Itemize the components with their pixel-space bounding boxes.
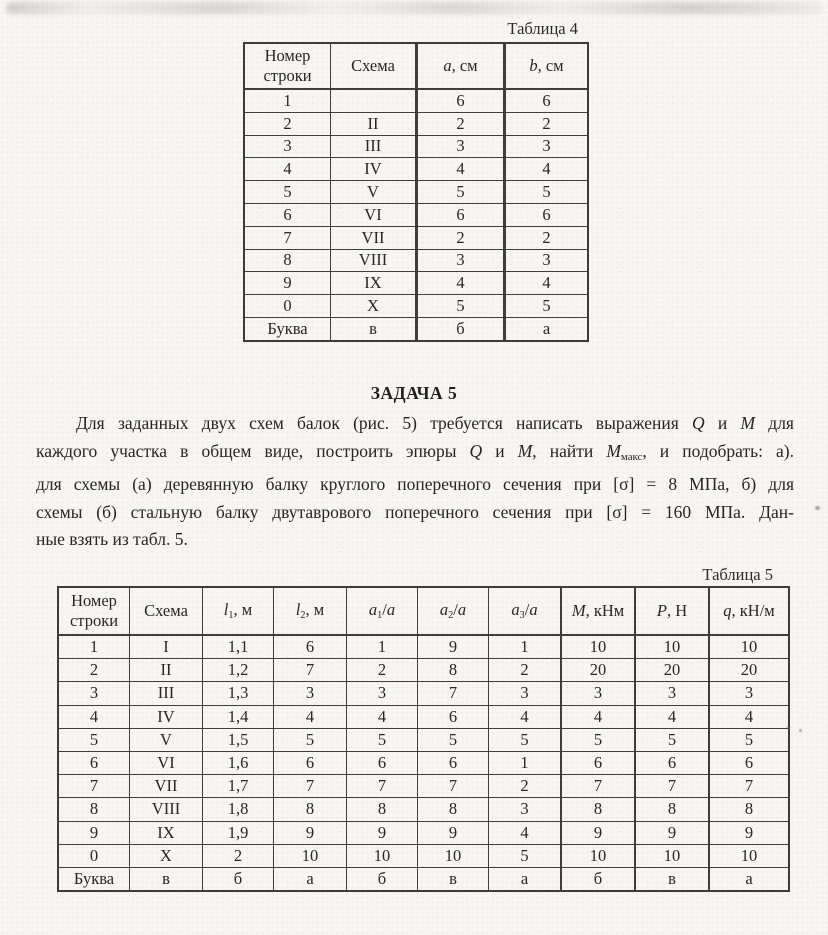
- column-header: [274, 587, 347, 635]
- header-row: [58, 587, 789, 635]
- table-cell: IV: [331, 158, 417, 181]
- table-cell: 3: [709, 682, 789, 705]
- table-row: [244, 317, 588, 340]
- table-cell: X: [331, 295, 417, 318]
- table-row: [58, 867, 789, 891]
- table-cell: 6: [505, 89, 589, 112]
- table-row: [58, 659, 789, 682]
- table-cell: 2: [505, 226, 589, 249]
- table-cell: 10: [635, 635, 709, 659]
- table-cell: 4: [561, 705, 635, 728]
- table-cell: 5: [417, 181, 505, 204]
- table5-data-table: [57, 586, 790, 892]
- table-cell: 7: [274, 659, 347, 682]
- table-cell: 10: [561, 844, 635, 867]
- table-cell: 10: [347, 844, 418, 867]
- table-cell: 5: [709, 728, 789, 751]
- math-variable: l: [295, 599, 301, 619]
- table-cell: 3: [505, 135, 589, 158]
- table-cell: в: [331, 317, 417, 340]
- text-run: 1: [377, 609, 383, 621]
- text-run: , и подобрать: а).: [642, 440, 794, 461]
- table-cell: 7: [274, 775, 347, 798]
- table-cell: 4: [505, 272, 589, 295]
- table-cell: 4: [709, 705, 789, 728]
- table-cell: III: [130, 682, 203, 705]
- paragraph-line: [36, 410, 794, 438]
- math-variable: M: [740, 413, 756, 433]
- table-cell: 6: [347, 751, 418, 774]
- table-row: [244, 181, 588, 204]
- math-variable: M: [606, 440, 621, 461]
- column-header: [331, 43, 417, 89]
- table-cell: Буква: [244, 317, 331, 340]
- table-cell: 1,1: [203, 635, 274, 659]
- table-cell: б: [561, 867, 635, 891]
- math-variable: b: [529, 55, 538, 75]
- table-cell: 4: [274, 705, 347, 728]
- table-row: [58, 775, 789, 798]
- table-row: [244, 226, 588, 249]
- table-row: [244, 89, 588, 112]
- table-cell: VIII: [130, 798, 203, 821]
- table-cell: 2: [489, 659, 562, 682]
- math-variable: a: [386, 599, 396, 619]
- column-header: [244, 43, 331, 89]
- text-run: , найти: [532, 440, 607, 461]
- table-cell: 1: [244, 89, 331, 112]
- table-cell: 6: [709, 751, 789, 774]
- table-row: [244, 272, 588, 295]
- text-run: и: [704, 413, 741, 433]
- table-cell: 3: [347, 682, 418, 705]
- math-variable: a: [511, 599, 520, 619]
- table-cell: 1,8: [203, 798, 274, 821]
- table-cell: 10: [561, 635, 635, 659]
- table-row: [58, 751, 789, 774]
- table-cell: 4: [58, 705, 130, 728]
- table-cell: 7: [418, 775, 489, 798]
- column-header: [635, 587, 709, 635]
- table-cell: 3: [561, 682, 635, 705]
- table-cell: 9: [58, 821, 130, 844]
- table-cell: 4: [417, 272, 505, 295]
- paragraph-line: [36, 471, 794, 499]
- table-cell: 1: [58, 635, 130, 659]
- table-cell: б: [347, 867, 418, 891]
- text-run: 1: [228, 609, 234, 621]
- header-row: [244, 43, 588, 89]
- column-header: [709, 587, 789, 635]
- text-run: каждого участка в общем виде, построить эпюры: [36, 440, 470, 461]
- table-cell: 1,5: [203, 728, 274, 751]
- table-cell: 4: [489, 821, 562, 844]
- column-header: [58, 587, 130, 635]
- table-cell: в: [418, 867, 489, 891]
- text-run: схемы (б) стальную балку двутаврового поперечного сечения при [σ] = 160 МПа. Дан-: [36, 501, 794, 522]
- table-cell: 4: [489, 705, 562, 728]
- table-cell: 10: [274, 844, 347, 867]
- table-cell: 6: [244, 203, 331, 226]
- table-cell: 6: [417, 203, 505, 226]
- table-cell: в: [130, 867, 203, 891]
- table-cell: 7: [58, 775, 130, 798]
- table-row: [244, 158, 588, 181]
- table-cell: 20: [709, 659, 789, 682]
- table-cell: 5: [244, 181, 331, 204]
- table-cell: а: [709, 867, 789, 891]
- table-cell: X: [130, 844, 203, 867]
- table-cell: а: [274, 867, 347, 891]
- table-cell: 9: [418, 635, 489, 659]
- table-cell: 2: [347, 659, 418, 682]
- table-cell: 0: [58, 844, 130, 867]
- table-cell: 1: [347, 635, 418, 659]
- table-cell: 8: [244, 249, 331, 272]
- table-cell: 8: [418, 798, 489, 821]
- table-cell: 8: [274, 798, 347, 821]
- text-run: , см: [451, 55, 478, 75]
- table-cell: 3: [244, 135, 331, 158]
- table-cell: 5: [274, 728, 347, 751]
- table-cell: 5: [561, 728, 635, 751]
- table-cell: IX: [130, 821, 203, 844]
- table-cell: б: [417, 317, 505, 340]
- table-cell: 9: [635, 821, 709, 844]
- table-cell: 10: [418, 844, 489, 867]
- scan-speck: [799, 729, 802, 732]
- text-run: 2: [300, 609, 306, 621]
- table-cell: 4: [347, 705, 418, 728]
- table-cell: 20: [635, 659, 709, 682]
- table-cell: 2: [505, 112, 589, 135]
- math-variable: l: [223, 599, 229, 619]
- table-cell: 5: [489, 844, 562, 867]
- table-cell: 2: [58, 659, 130, 682]
- table-cell: 7: [418, 682, 489, 705]
- math-variable: M: [517, 440, 533, 461]
- paragraph-line: [36, 526, 794, 554]
- table-cell: 1,4: [203, 705, 274, 728]
- table-cell: а: [505, 317, 589, 340]
- math-variable: a: [439, 599, 449, 619]
- column-header: [489, 587, 562, 635]
- column-header: [347, 587, 418, 635]
- table-row: [244, 203, 588, 226]
- table-cell: 5: [347, 728, 418, 751]
- table-row: [58, 635, 789, 659]
- scan-speck: [815, 506, 820, 510]
- table-cell: 8: [418, 659, 489, 682]
- table-cell: 4: [244, 158, 331, 181]
- table-cell: 6: [505, 203, 589, 226]
- text-run: 3: [519, 609, 525, 621]
- table-cell: 5: [418, 728, 489, 751]
- table-cell: 6: [418, 705, 489, 728]
- table-cell: 1,7: [203, 775, 274, 798]
- math-variable: a: [368, 599, 378, 619]
- column-header: [561, 587, 635, 635]
- table-cell: VII: [130, 775, 203, 798]
- column-header: [505, 43, 589, 89]
- math-variable: q: [723, 600, 732, 620]
- table-cell: 1,9: [203, 821, 274, 844]
- math-variable: Q: [469, 440, 483, 461]
- table-cell: 5: [505, 295, 589, 318]
- paragraph-line: [36, 438, 794, 472]
- table-cell: [331, 89, 417, 112]
- math-variable: P: [656, 600, 667, 620]
- text-run: 2: [448, 609, 454, 621]
- table-cell: 2: [417, 112, 505, 135]
- text-run: /: [453, 599, 458, 619]
- text-run: и: [482, 440, 518, 461]
- table-cell: 3: [635, 682, 709, 705]
- table-cell: 0: [244, 295, 331, 318]
- math-variable: a: [529, 599, 538, 619]
- table-cell: 5: [489, 728, 562, 751]
- math-variable: M: [571, 600, 586, 620]
- table-cell: 6: [58, 751, 130, 774]
- task-heading: ЗАДАЧА 5: [370, 383, 458, 403]
- table-row: [58, 798, 789, 821]
- table-cell: 1: [489, 635, 562, 659]
- table4-caption: Таблица 4: [507, 19, 578, 38]
- table-cell: I: [130, 635, 203, 659]
- text-run: для схемы (а) деревянную балку круглого поперечного сечения при [σ] = 8 МПа, б) для: [36, 474, 794, 495]
- table-cell: 7: [347, 775, 418, 798]
- table-cell: 9: [709, 821, 789, 844]
- table4-data-table: [243, 42, 589, 342]
- table-cell: IV: [130, 705, 203, 728]
- table-cell: 8: [347, 798, 418, 821]
- table-cell: 3: [58, 682, 130, 705]
- table-cell: II: [130, 659, 203, 682]
- table-cell: 6: [274, 635, 347, 659]
- table-cell: Буква: [58, 867, 130, 891]
- column-header: [418, 587, 489, 635]
- text-run: Для заданных двух схем балок (рис. 5) требуется написать выражения: [76, 413, 692, 433]
- table-row: [58, 821, 789, 844]
- table-cell: VII: [331, 226, 417, 249]
- table-cell: 9: [561, 821, 635, 844]
- table-cell: 3: [489, 682, 562, 705]
- text-run: Номер строки: [263, 45, 312, 85]
- table-cell: 9: [418, 821, 489, 844]
- text-run: , см: [537, 55, 564, 75]
- column-header: [130, 587, 203, 635]
- table-cell: 3: [489, 798, 562, 821]
- text-run: , кНм: [585, 600, 625, 620]
- table-cell: 1,2: [203, 659, 274, 682]
- table-cell: IX: [331, 272, 417, 295]
- table-cell: 9: [244, 272, 331, 295]
- table-cell: 4: [505, 158, 589, 181]
- table-cell: 3: [417, 249, 505, 272]
- table-cell: 9: [347, 821, 418, 844]
- table-row: [58, 844, 789, 867]
- text-run: Номер строки: [69, 590, 119, 630]
- scan-artifact-band: [6, 2, 822, 14]
- table-cell: VIII: [331, 249, 417, 272]
- table-cell: 3: [417, 135, 505, 158]
- table-row: [58, 728, 789, 751]
- text-run: Схема: [144, 600, 188, 620]
- table-cell: 7: [561, 775, 635, 798]
- table-cell: 2: [489, 775, 562, 798]
- table-cell: 5: [417, 295, 505, 318]
- text-run: , кН/м: [731, 600, 775, 620]
- text-run: макс: [620, 450, 643, 463]
- table-cell: 8: [58, 798, 130, 821]
- table-row: [244, 249, 588, 272]
- table-cell: V: [331, 181, 417, 204]
- table-cell: 6: [561, 751, 635, 774]
- task-paragraph: [36, 410, 794, 554]
- table-cell: III: [331, 135, 417, 158]
- text-run: Схема: [351, 55, 395, 75]
- table-cell: II: [331, 112, 417, 135]
- column-header: [203, 587, 274, 635]
- table-cell: 7: [709, 775, 789, 798]
- text-run: /: [382, 599, 387, 619]
- table-cell: 9: [274, 821, 347, 844]
- table-cell: 6: [635, 751, 709, 774]
- table-row: [58, 682, 789, 705]
- table-cell: 2: [417, 226, 505, 249]
- scan-speck: [787, 726, 790, 729]
- text-run: , м: [305, 599, 325, 619]
- table-cell: 8: [561, 798, 635, 821]
- text-run: , Н: [666, 600, 688, 620]
- table-row: [244, 295, 588, 318]
- table-cell: 6: [418, 751, 489, 774]
- table-cell: 3: [505, 249, 589, 272]
- paragraph-line: [36, 499, 794, 527]
- table-cell: в: [635, 867, 709, 891]
- table5-caption: Таблица 5: [702, 565, 773, 584]
- table-cell: 2: [203, 844, 274, 867]
- table-cell: 5: [58, 728, 130, 751]
- table-cell: 7: [635, 775, 709, 798]
- table-row: [244, 112, 588, 135]
- table-cell: 4: [635, 705, 709, 728]
- table-cell: 3: [274, 682, 347, 705]
- table-cell: 5: [505, 181, 589, 204]
- table-row: [244, 135, 588, 158]
- math-variable: a: [443, 55, 452, 75]
- table-cell: 7: [244, 226, 331, 249]
- table-cell: 10: [709, 844, 789, 867]
- table-cell: 1,3: [203, 682, 274, 705]
- table-cell: 2: [244, 112, 331, 135]
- text-run: ные взять из табл. 5.: [36, 529, 188, 550]
- math-variable: a: [457, 599, 467, 619]
- table-cell: б: [203, 867, 274, 891]
- table-cell: 8: [635, 798, 709, 821]
- text-run: для: [755, 413, 794, 433]
- table-cell: V: [130, 728, 203, 751]
- table-cell: 20: [561, 659, 635, 682]
- table-cell: а: [489, 867, 562, 891]
- table-cell: 6: [417, 89, 505, 112]
- table-cell: 10: [635, 844, 709, 867]
- math-variable: Q: [692, 413, 705, 433]
- table-cell: 8: [709, 798, 789, 821]
- table-cell: 6: [274, 751, 347, 774]
- table-cell: 4: [417, 158, 505, 181]
- text-run: , м: [233, 599, 253, 619]
- table-cell: 10: [709, 635, 789, 659]
- table-cell: 1,6: [203, 751, 274, 774]
- table-cell: 1: [489, 751, 562, 774]
- text-run: /: [524, 599, 530, 619]
- column-header: [417, 43, 505, 89]
- table-row: [58, 705, 789, 728]
- table-cell: VI: [130, 751, 203, 774]
- table-cell: VI: [331, 203, 417, 226]
- table-cell: 5: [635, 728, 709, 751]
